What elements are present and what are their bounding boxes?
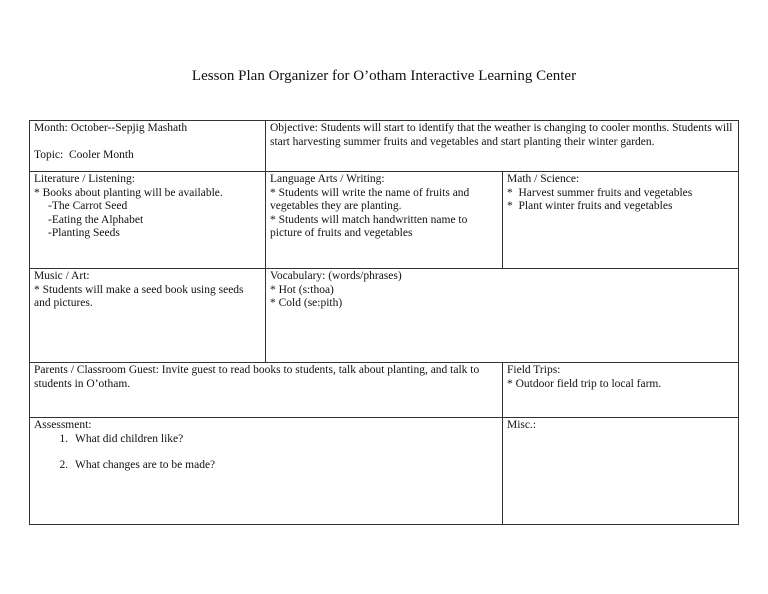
language-arts-heading: Language Arts / Writing:: [270, 173, 385, 185]
misc-cell: [502, 417, 739, 525]
objective-cell: [265, 120, 739, 172]
vocabulary-item: * Cold (se:pith): [270, 297, 343, 310]
math-science-cell: [502, 171, 739, 269]
field-trips-text: * Outdoor field trip to local farm.: [507, 377, 662, 390]
assessment-heading: Assessment:: [34, 419, 92, 431]
parents-guest-cell: [29, 362, 503, 418]
month-label: Month: October--Sepjig Mashath: [34, 122, 188, 134]
assessment-question: 1. What did children like?: [71, 433, 498, 447]
literature-cell: [29, 171, 266, 269]
assessment-question: 2. What changes are to be made?: [71, 459, 498, 473]
assessment-cell: [29, 417, 503, 525]
parents-guest-text: Parents / Classroom Guest: Invite guest to read books to students, talk about planting, and talk to students in O’otham.: [34, 364, 480, 390]
vocabulary-item: * Hot (s:thoa): [270, 283, 334, 296]
misc-heading: Misc.:: [507, 419, 537, 431]
objective-text: Objective: Students will start to identify that the weather is changing to cooler months. Students will start harvesting summer fruits and vegetables and start planting their winter garden.: [270, 122, 733, 148]
literature-book-item: -The Carrot Seed: [48, 200, 128, 213]
language-arts-item: * Students will match handwritten name to picture of fruits and vegetables: [270, 213, 468, 240]
document-title: Lesson Plan Organizer for O’otham Interactive Learning Center: [191, 68, 577, 84]
language-arts-item: * Students will write the name of fruits and vegetables they are planting.: [270, 186, 470, 213]
vocabulary-cell: [265, 268, 739, 363]
topic-label: Topic: Cooler Month: [34, 148, 134, 161]
music-art-text: * Students will make a seed book using seeds and pictures.: [34, 283, 244, 310]
math-science-item: * Plant winter fruits and vegetables: [507, 200, 673, 213]
music-art-cell: [29, 268, 266, 363]
math-science-item: * Harvest summer fruits and vegetables: [507, 186, 693, 199]
literature-line: * Books about planting will be available.: [34, 186, 223, 199]
field-trips-heading: Field Trips:: [507, 364, 561, 376]
literature-heading: Literature / Listening:: [34, 173, 135, 185]
math-science-heading: Math / Science:: [507, 173, 580, 185]
month-topic-cell: [29, 120, 266, 172]
field-trips-cell: [502, 362, 739, 418]
literature-book-item: -Planting Seeds: [48, 227, 120, 240]
literature-book-item: -Eating the Alphabet: [48, 213, 144, 226]
vocabulary-heading: Vocabulary: (words/phrases): [270, 270, 402, 282]
music-art-heading: Music / Art:: [34, 270, 90, 282]
language-arts-cell: [265, 171, 503, 269]
assessment-question-list: [34, 433, 498, 473]
